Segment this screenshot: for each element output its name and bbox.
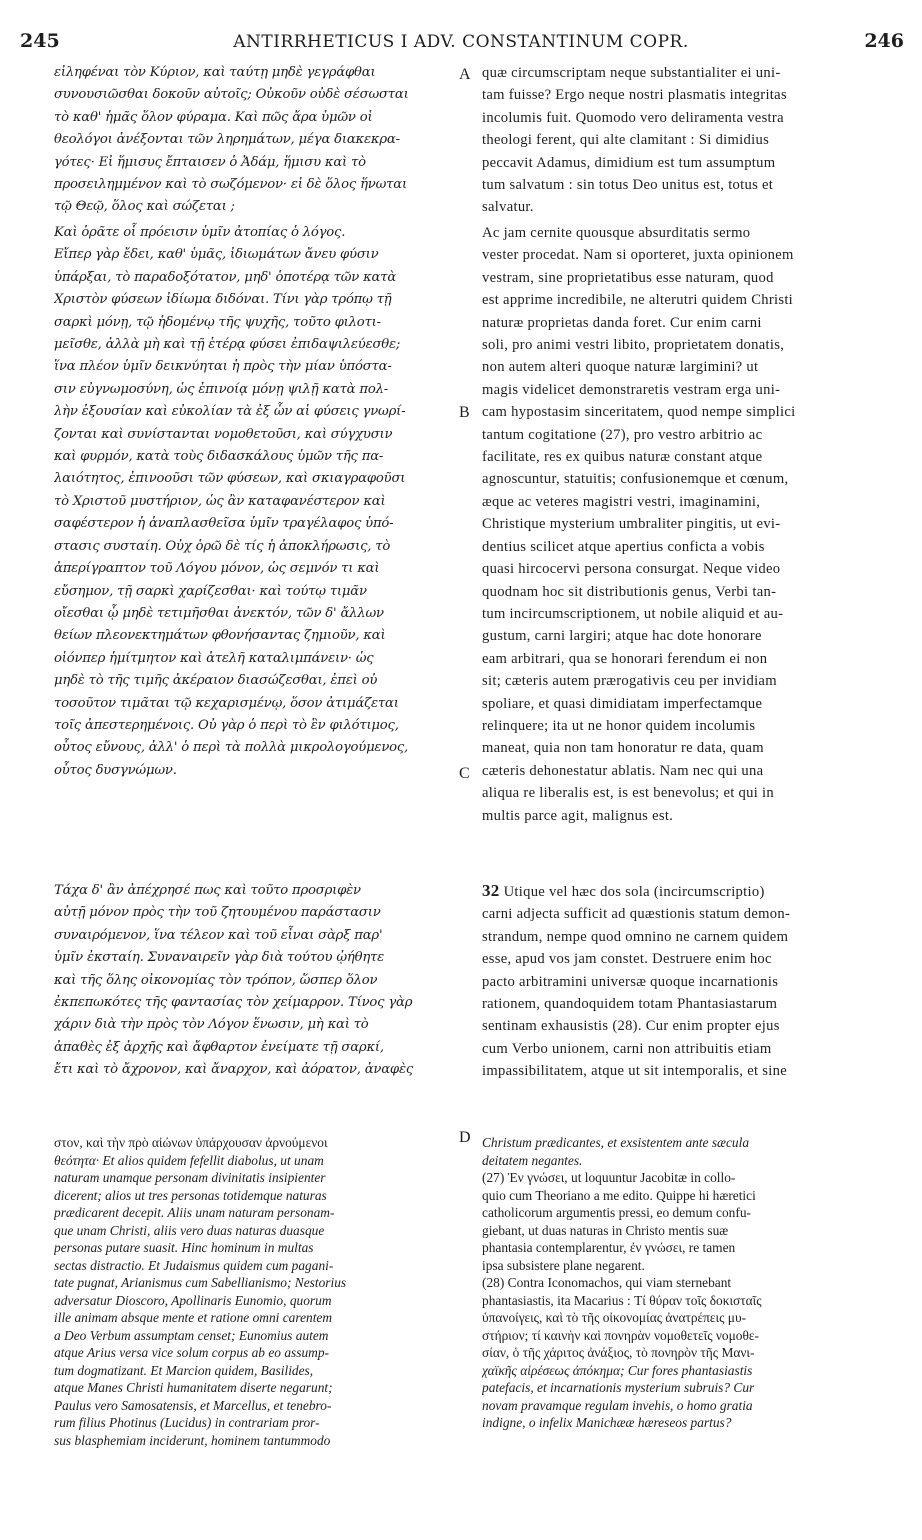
footnote-line: στήριον; τί καινὴν καὶ πονηρὰν νομοθετεῖς νομοθε-	[482, 1327, 759, 1343]
text-line: rationem, quandoquidem totam Phantasiastarum	[482, 996, 778, 1013]
text-line: οἱόνπερ ἡμίτμητον καὶ ἀτελῆ καταλιμπάνειν· ὡς	[54, 650, 374, 666]
text-line: magis videlicet demonstraretis vestram erga uni-	[482, 381, 781, 398]
text-line: naturæ proprietas danda foret. Cur enim carni	[482, 314, 762, 331]
footnote-line: tum dogmatizant. Et Marcion quidem, Basilides,	[54, 1362, 314, 1378]
text-line: καὶ φυρμόν, κατὰ τοὺς διδασκάλους ὑμῶν τῆς πα-	[54, 449, 384, 465]
page-number-right: 246	[864, 30, 904, 52]
footnote-line: Christum prædicantes, et exsistentem ante sæcula	[482, 1135, 750, 1150]
greek-paragraph-3	[54, 880, 454, 1082]
text-line: Ac jam cernite quousque absurditatis sermo	[482, 225, 751, 241]
margin-letter-d: D	[459, 1129, 471, 1146]
text-line: λαιότητος, ἐπινοοῦσι τῶν φύσεων, καὶ σκιαγραφοῦσι	[54, 471, 406, 487]
footnote-line: catholicorum argumentis pressi, eo demum confu-	[482, 1205, 751, 1220]
text-line: strandum, nempe quod omnino ne carnem quidem	[482, 928, 789, 945]
text-line: cam hypostasim sinceritatem, quod nempe simplici	[482, 404, 796, 421]
footnote-line: naturam unamque personam divinitatis insipienter	[54, 1170, 326, 1185]
text-line: quæ circumscriptam neque substantialiter ei uni-	[482, 65, 781, 81]
text-line: σιν εὐγνωμοσύνη, ὡς ἐπινοίᾳ μόνῃ ψιλῇ κατὰ πολ-	[54, 381, 388, 397]
text-line: Καὶ ὁρᾶτε οἷ πρόεισιν ὑμῖν ἀτοπίας ὁ λόγος.	[54, 225, 346, 240]
text-line: multis parce agit, malignus est.	[482, 807, 674, 824]
text-line: τοσοῦτον τιμᾶται τῷ κεχαρισμένῳ, ὅσον ἀτιμάζεται	[54, 695, 399, 711]
text-line: carni adjecta sufficit ad quæstionis statum demon-	[482, 906, 791, 923]
text-line: facilitate, res ex quibus naturæ constant atque	[482, 449, 763, 466]
text-line: μηδὲ τὸ τῆς τιμῆς ἀκέραιον διασώζεσθαι, ἐπεὶ οὐ	[54, 673, 378, 689]
text-line: incolumis fuit. Quomodo vero deliramenta vestra	[482, 109, 784, 126]
text-line: peccavit Adamus, dimidium est tum assumptum	[482, 154, 776, 171]
footnotes-right	[482, 1134, 890, 1432]
text-line: quodnam hoc sit distributionis genus, Verbi tan-	[482, 583, 777, 600]
footnote-line: a Deo Verbum assumptam censet; Eunomius autem	[54, 1327, 329, 1343]
footnotes-left	[54, 1134, 454, 1449]
text-line: relinquere; ita ut ne honor quidem incolumis	[482, 717, 756, 734]
text-line: eam arbitrari, qua se honorari ferendum ei non	[482, 650, 768, 667]
text-line: vester procedat. Nam si oporteret, juxta opinionem	[482, 247, 794, 264]
footnote-line: giebant, ut duas naturas in Christo mentis suæ	[482, 1222, 729, 1238]
text-line: ἀπαθὲς ἐξ ἀρχῆς καὶ ἄφθαρτον ἐνείματε τῇ σαρκί,	[54, 1039, 384, 1055]
footnote-line: στον, καὶ τὴν πρὸ αἰώνων ὑπάρχουσαν ἀρνούμενοι	[54, 1135, 328, 1150]
text-line: theologi ferent, qui alte clamitant : Si dimidius	[482, 132, 770, 149]
text-line: cæteris dehonestatur ablatis. Nam nec qui una	[482, 762, 764, 779]
footnote-line: phantasia contemplarentur, ἐν γνώσει, re tamen	[482, 1240, 736, 1255]
text-line: τὸ Χριστοῦ μυστήριον, ὡς ἂν καταφανέστερον καὶ	[54, 493, 386, 509]
footnote-line: sus blasphemiam inciderunt, hominem tantummodo	[54, 1432, 331, 1448]
text-line: χάριν διὰ τὴν πρὸς τὸν Λόγον ἕνωσιν, μὴ καὶ τὸ	[54, 1017, 369, 1033]
text-line: sit; cæteris autem prærogativis ceu per invidiam	[482, 673, 777, 690]
footnote-line: ὑπανοίγεις, καὶ τὸ τῆς οἰκονομίας ἀνατρέπεις μυ-	[482, 1310, 747, 1325]
running-title: ANTIRRHETICUS I ADV. CONSTANTINUM COPR.	[233, 32, 689, 52]
text-line: impassibilitatem, atque ut sit intemporalis, et sine	[482, 1063, 787, 1080]
text-line: maneat, quia non tam honoratur re data, quam	[482, 740, 764, 757]
margin-letter-c: C	[459, 765, 470, 782]
footnote-line: rum filius Photinus (Lucidus) in contrariam pror-	[54, 1415, 320, 1430]
text-line: οἴεσθαι ᾧ μηδὲ τετιμῆσθαι ἀνεκτόν, τῶν δ' ἄλλων	[54, 605, 384, 621]
text-line: ἐκπεπωκότες τῆς φαντασίας τὸν χείμαρρον. Τίνος γὰρ	[54, 995, 413, 1011]
latin-paragraph-2	[482, 222, 890, 827]
text-line: ἔτι καὶ τὸ ἄχρονον, καὶ ἄναρχον, καὶ ἀόρατον, ἀναφὲς	[54, 1062, 414, 1078]
footnote-line: ipsa subsistere plane negarent.	[482, 1257, 645, 1273]
footnote-line: dicerent; alios ut tres personas totidemque naturas	[54, 1187, 327, 1203]
latin-paragraph-1	[482, 62, 890, 219]
text-line: στασις συσταίη. Οὐχ ὁρῶ δὲ τίς ἡ ἀποκλήρωσις, τὸ	[54, 538, 391, 554]
text-line: τῷ Θεῷ, ὅλος καὶ σώζεται ;	[54, 199, 235, 215]
margin-letter-a: A	[459, 66, 471, 83]
text-line: est apprime incredibile, ne alterutri quidem Christi	[482, 292, 794, 309]
text-line: Christique mysterium umbraliter pingitis, ut evi-	[482, 516, 781, 533]
footnote-line: indigne, o infelix Manichææ hæreseos partus?	[482, 1415, 732, 1430]
section-number: 32	[482, 881, 500, 900]
footnote-line: Paulus vero Samosatensis, et Marcellus, et tenebro-	[54, 1397, 332, 1413]
latin-paragraph-3	[482, 880, 890, 1083]
footnote-line: quio cum Theoriano a me edito. Quippe hi hæretici	[482, 1187, 756, 1203]
text-line: Τάχα δ' ἂν ἀπέχρησέ πως καὶ τοῦτο προσριφὲν	[54, 883, 361, 898]
footnote-line: θεότητα· Et alios quidem fefellit diabolus, ut unam	[54, 1152, 324, 1168]
footnote-line: atque Arius versa vice solum corpus ab eo assump-	[54, 1345, 329, 1360]
text-line: aliqua re liberalis est, is est benevolus; et qui in	[482, 785, 775, 802]
footnote-line: χαϊκῆς αἱρέσεως ἀπόκημα; Cur fores phantasiastis	[482, 1362, 753, 1378]
footnote-line: σίαν, ὁ τῆς χάριτος ἀνάξιος, τὸ πονηρὸν τῆς Μανι-	[482, 1345, 755, 1360]
text-line: μεῖσθε, ἀλλὰ μὴ καὶ τῇ ἑτέρᾳ φύσει ἐπιδαψιλεύεσθε;	[54, 337, 401, 353]
text-line: εἰληφέναι τὸν Κύριον, καὶ ταύτῃ μηδὲ γεγράφθαι	[54, 65, 376, 80]
text-line: ζονται καὶ συνίστανται νομοθετοῦσι, καὶ σύγχυσιν	[54, 426, 393, 442]
text-line: γότες· Εἰ ἥμισυς ἔπταισεν ὁ Ἀδάμ, ἥμισυ καὶ τὸ	[54, 154, 366, 170]
text-line: Χριστὸν φύσεων ἰδίωμα διδόναι. Τίνι γὰρ τρόπῳ τῇ	[54, 292, 392, 308]
latin-section-opening	[482, 880, 890, 903]
greek-paragraph-2	[54, 222, 454, 782]
footnote-line: patefacis, et incarnationis mysterium subruis? Cur	[482, 1380, 755, 1395]
footnote-line: prædicarent decepit. Aliis unam naturam personam-	[54, 1205, 335, 1220]
footnote-line: phantasiastis, ita Macarius : Τί θύραν τοῖς δοκισταῖς	[482, 1292, 762, 1308]
footnote-line: ille animam absque mente et ratione omni carentem	[54, 1310, 333, 1325]
page-number-left: 245	[20, 30, 60, 52]
text-line: soli, pro animi vestri libito, proprietatem donatis,	[482, 337, 785, 354]
footnote-line: atque Manes Christi humanitatem diserte negarunt;	[54, 1380, 333, 1395]
text-line: esse, apud vos jam constet. Destruere enim hoc	[482, 951, 772, 968]
footnote-line: personas putare suasit. Hinc hominum in multas	[54, 1240, 314, 1255]
footnote-line: que unam Christi, aliis vero duas naturas duasque	[54, 1222, 325, 1238]
text-line: προσειλημμένον καὶ τὸ σωζόμενον· εἰ δὲ ὅλος ἥνωται	[54, 177, 407, 193]
footnote-line: (27) Ἐν γνώσει, ut loquuntur Jacobitæ in collo-	[482, 1170, 736, 1185]
text-line: συναιρόμενον, ἵνα τέλεον καὶ τοῦ εἶναι σὰρξ παρ'	[54, 927, 383, 943]
text-line: tum salvatum : sin totus Deo unitus est, totus et	[482, 177, 774, 194]
text-line: salvatur.	[482, 199, 534, 216]
latin-paragraph-3-lines	[482, 903, 890, 1082]
text-line: sentinam exhausistis (28). Cur enim propter ejus	[482, 1018, 780, 1035]
footnote-line: (28) Contra Iconomachos, qui viam sternebant	[482, 1275, 732, 1290]
text-line: Εἴπερ γὰρ ἔδει, καθ' ὑμᾶς, ἰδιωμάτων ἄνευ φύσιν	[54, 247, 379, 263]
text-line: θείων πλεονεκτημάτων φθονήσαντας ζημιοῦν, καὶ	[54, 628, 386, 644]
footnote-line: sectas distractio. Et Judaismus quidem cum pagani-	[54, 1257, 334, 1273]
text-line: tam fuisse? Ergo neque nostri plasmatis integritas	[482, 87, 787, 104]
text-line: non autem alteri quoque naturæ largimini? ut	[482, 359, 759, 376]
text-line: τὸ καθ' ἡμᾶς ὅλον φύραμα. Καὶ πῶς ἄρα ὑμῶν οἱ	[54, 109, 373, 125]
text-line: οὗτος εὔνους, ἀλλ' ὁ περὶ τὰ πολλὰ μικρολογούμενος,	[54, 740, 409, 756]
text-line: spoliare, et quasi dimidiatam imperfectamque	[482, 695, 763, 712]
footnote-line: novam pravamque regulam invehis, o homo gratia	[482, 1397, 753, 1413]
section-first-line: Utique vel hæc dos sola (incircumscriptio)	[503, 884, 765, 900]
text-line: σαφέστερον ἡ ἀναπλασθεῖσα ὑμῖν τραγέλαφος ὑπό-	[54, 516, 394, 532]
text-line: λὴν ἐξουσίαν καὶ εὐκολίαν τὰ ἐξ ὧν αἱ φύσεις γνωρί-	[54, 404, 406, 420]
footnote-line: deitatem negantes.	[482, 1152, 583, 1168]
text-line: εὔσημον, τῇ σαρκὶ χαρίζεσθαι· καὶ τούτῳ τιμᾶν	[54, 583, 367, 599]
text-line: ἵνα πλέον ὑμῖν δεικνύηται ἡ πρὸς τὴν μίαν ὑπόστα-	[54, 359, 392, 375]
text-line: θεολόγοι ἀνέξονται τῶν ληρημάτων, μέγα διακεκρα-	[54, 132, 400, 148]
text-line: gustum, carni largiri; atque hac dote honorare	[482, 628, 762, 645]
text-line: τοῖς ἀπεστερημένοις. Οὐ γὰρ ὁ περὶ τὸ ἓν φιλότιμος,	[54, 717, 399, 733]
text-line: æque ac veteres magistri vestri, imaginamini,	[482, 493, 761, 510]
text-line: οὗτος δυσγνώμων.	[54, 762, 177, 778]
text-line: dentius scilicet atque apertius conficta a vobis	[482, 538, 765, 555]
text-line: καὶ τῆς ὅλης οἰκονομίας τὸν τρόπον, ὥσπερ ὅλον	[54, 972, 378, 988]
text-line: ὑμῖν ἐκσταίη. Συναναιρεῖν γὰρ διὰ τούτου ᾠήθητε	[54, 950, 385, 966]
text-line: quasi hircocervi persona consurgat. Neque video	[482, 561, 781, 578]
text-line: συνουσιῶσθαι δοκοῦν αὐτοῖς; Οὐκοῦν οὐδὲ σέσωσται	[54, 87, 409, 103]
text-line: ὑπάρξαι, τὸ παραδοξότατον, μηδ' ὁποτέρᾳ τῶν κατὰ	[54, 269, 397, 285]
text-line: cum Verbo unionem, carni non attribuitis etiam	[482, 1040, 772, 1057]
text-line: tum incircumscriptionem, ut nobile aliquid et au-	[482, 605, 784, 622]
text-line: pacto arbitramini universæ quoque incarnationis	[482, 973, 779, 990]
text-line: tantum cogitatione (27), pro vestro arbitrio ac	[482, 426, 763, 443]
greek-paragraph-1	[54, 62, 454, 219]
margin-letter-b: B	[459, 404, 470, 421]
text-line: αὐτῇ μόνον πρὸς τὴν τοῦ ζητουμένου παράστασιν	[54, 905, 381, 921]
text-line: ἀπερίγραπτον τοῦ Λόγου μόνον, ὡς σεμνόν τι καὶ	[54, 561, 380, 577]
text-line: agnoscuntur, statuitis; confusionemque et cœnum,	[482, 471, 789, 488]
text-line: vestram, sine proprietatibus esse naturam, quod	[482, 269, 774, 286]
footnote-line: tate pugnat, Arianismus cum Sabellianismo; Nestorius	[54, 1275, 347, 1290]
text-line: σαρκὶ μόνῃ, τῷ ἡδομένῳ τῆς ψυχῆς, τοῦτο φιλοτι-	[54, 314, 381, 330]
footnote-line: adversatur Dioscoro, Apollinaris Eunomio, quorum	[54, 1292, 332, 1308]
